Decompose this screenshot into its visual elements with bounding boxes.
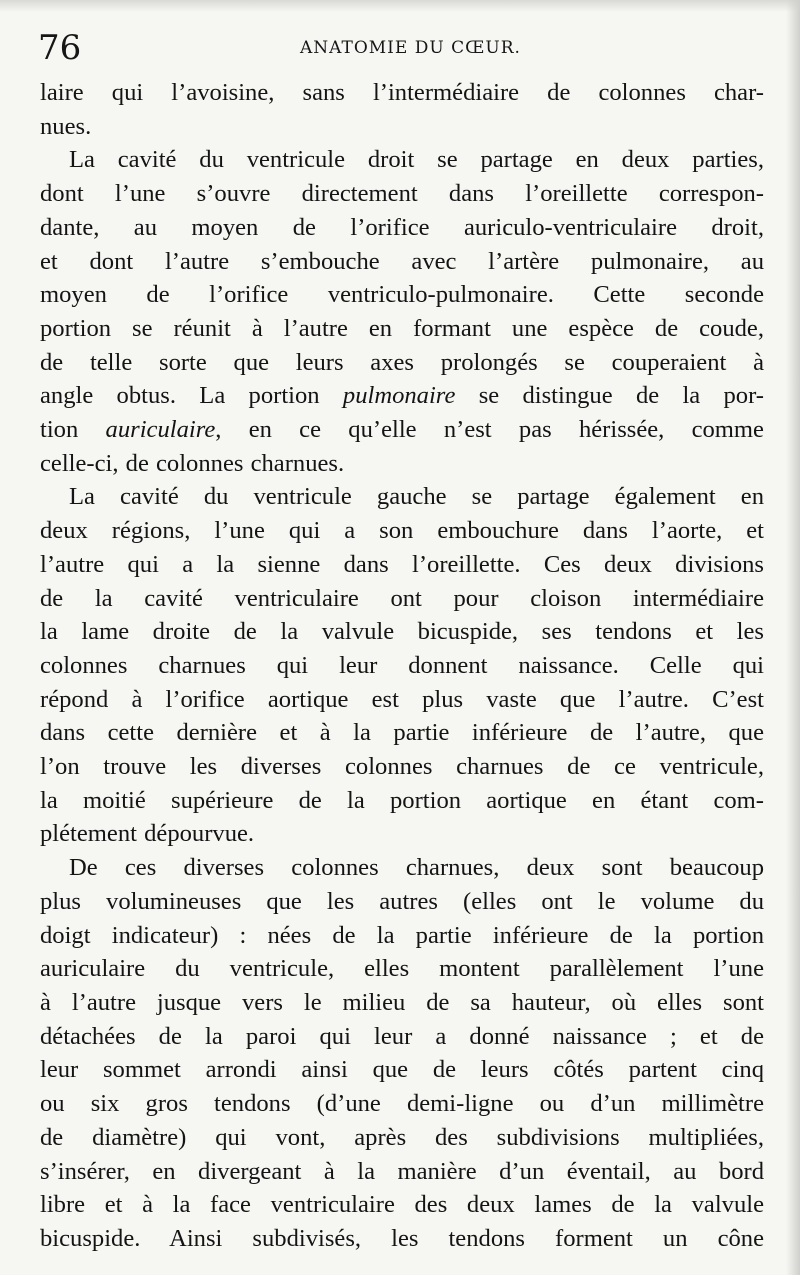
text-line: bicuspide. Ainsi subdivisés, les tendons forment un cône [40,1224,764,1252]
italic-term: auriculaire [105,416,216,444]
text-line: de la cavité ventriculaire ont pour cloison intermédiaire [40,584,764,612]
text-line: leur sommet arrondi ainsi que de leurs côtés partent cinq [40,1056,764,1084]
text-line: dont l’une s’ouvre directement dans l’oreillette correspon- [40,180,764,208]
text-line: ou six gros tendons (d’une demi-ligne ou d’un millimètre [40,1090,764,1118]
text-line: l’on trouve les diverses colonnes charnues de ce ventricule, [40,753,764,781]
text-line: à l’autre jusque vers le milieu de sa hauteur, où elles sont [40,988,764,1016]
text-line: de diamètre) qui vont, après des subdivisions multipliées, [40,1123,764,1151]
text-line: s’insérer, en divergeant à la manière d’un éventail, au bord [40,1157,764,1185]
text-line: nues. [40,112,92,140]
text-line: La cavité du ventricule droit se partage en deux parties, [69,146,764,174]
running-title: ANATOMIE DU CŒUR. [300,38,521,58]
body-text [40,76,764,1256]
text-line: deux régions, l’une qui a son embouchure dans l’aorte, et [40,517,764,545]
text-line: angle obtus. La portion pulmonaire se distingue de la por- [40,382,764,410]
text-line: auriculaire du ventricule, elles montent parallèlement l’une [40,955,764,983]
text-line: la moitié supérieure de la portion aortique en étant com- [40,786,764,814]
page-header [38,26,762,74]
text-line: de telle sorte que leurs axes prolongés se couperaient à [40,348,764,376]
text-line: répond à l’orifice aortique est plus vaste que l’autre. C’est [40,685,764,713]
text-line: portion se réunit à l’autre en formant une espèce de coude, [40,314,764,342]
text-line: la lame droite de la valvule bicuspide, ses tendons et les [40,618,764,646]
text-line: colonnes charnues qui leur donnent naissance. Celle qui [40,651,764,679]
text-line: doigt indicateur) : nées de la partie inférieure de la portion [40,921,764,949]
text-line: celle-ci, de colonnes charnues. [40,449,345,477]
text-line: détachées de la paroi qui leur a donné naissance ; et de [40,1022,764,1050]
italic-term: pulmonaire [342,382,456,410]
paragraph [40,143,764,480]
text-line: plus volumineuses que les autres (elles ont le volume du [40,887,764,915]
text-line: laire qui l’avoisine, sans l’intermédiaire de colonnes char- [40,79,764,106]
paragraph [40,480,764,851]
text-line: tion auriculaire, en ce qu’elle n’est pas hérissée, comme [40,416,764,444]
text-line: La cavité du ventricule gauche se partage également en [69,483,764,511]
text-line: l’autre qui a la sienne dans l’oreillette. Ces deux divisions [40,550,764,578]
text-line: moyen de l’orifice ventriculo-pulmonaire. Cette seconde [40,281,764,309]
scan-shadow-top [0,0,800,12]
text-line: dans cette dernière et à la partie inférieure de l’autre, que [40,719,764,747]
text-line: De ces diverses colonnes charnues, deux sont beaucoup [69,854,764,882]
scan-shadow-right [786,0,800,1275]
text-line: dante, au moyen de l’orifice auriculo-ventriculaire droit, [40,213,764,241]
text-line: et dont l’autre s’embouche avec l’artère pulmonaire, au [40,247,764,275]
paragraph [40,76,764,143]
text-line: plétement dépourvue. [40,820,255,848]
text-line: libre et à la face ventriculaire des deux lames de la valvule [40,1191,764,1219]
page-number: 76 [38,28,82,68]
paragraph [40,851,764,1255]
